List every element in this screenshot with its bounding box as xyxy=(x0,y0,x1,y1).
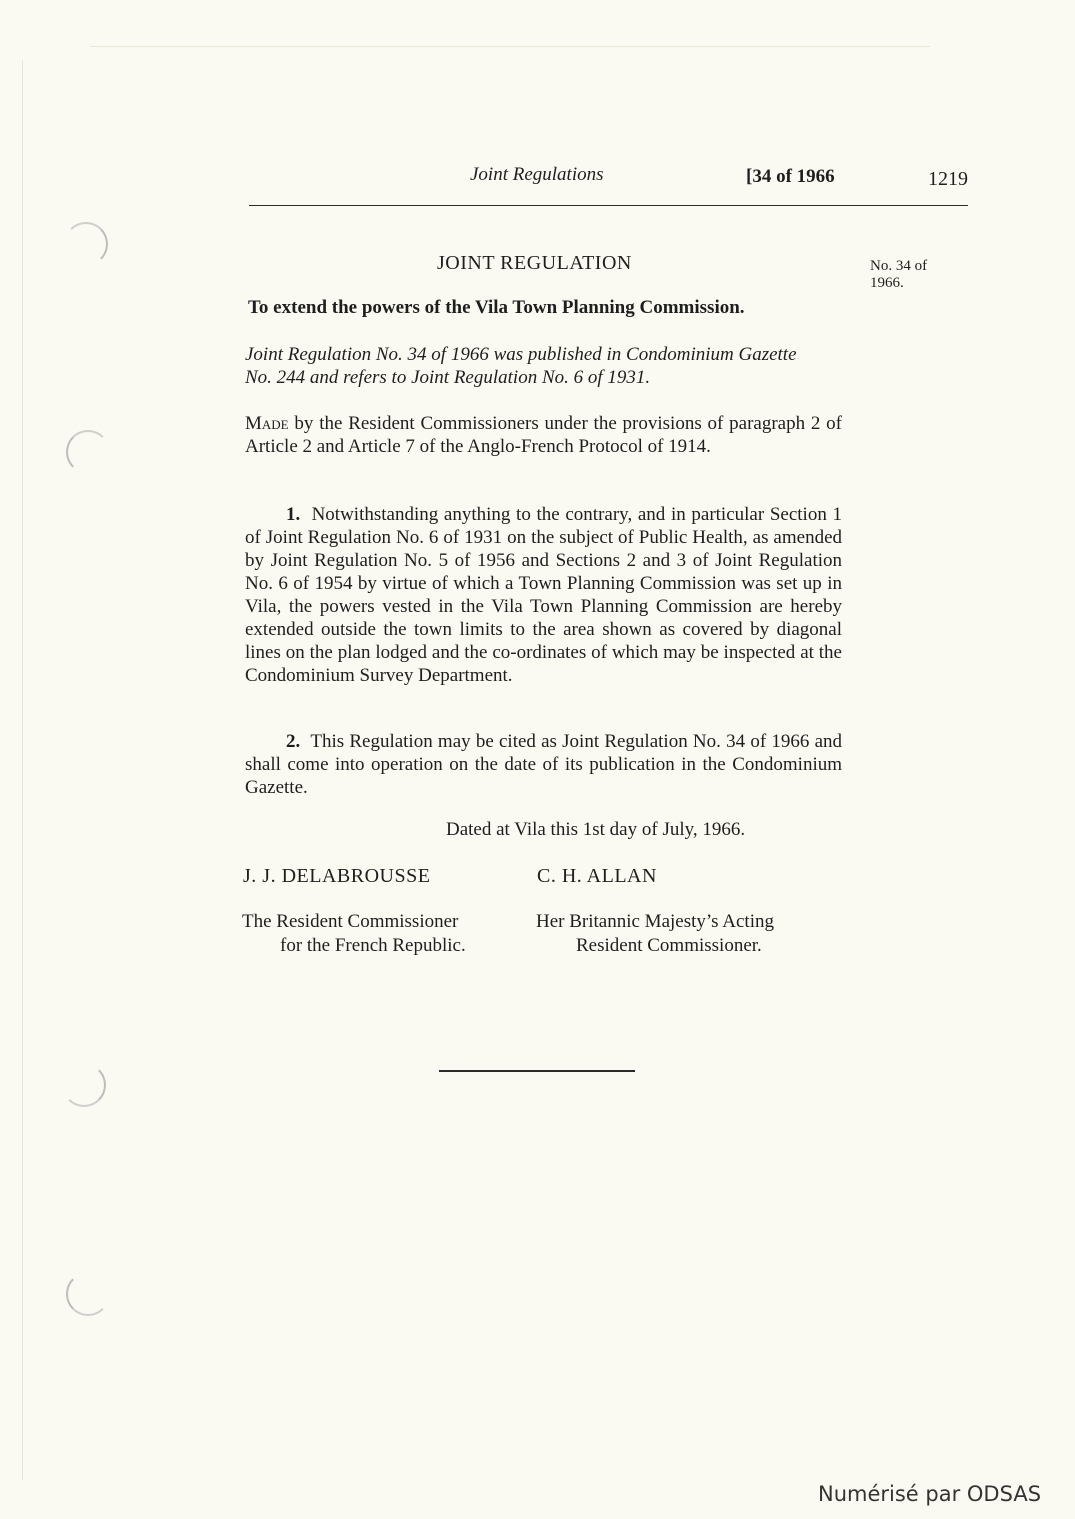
signatory-title-line: for the French Republic. xyxy=(280,935,466,956)
margin-note xyxy=(870,258,927,292)
punch-hole xyxy=(66,1272,110,1316)
section-number: 1. xyxy=(286,504,301,525)
publication-note-line: No. 244 and refers to Joint Regulation No. 6 of 1931. xyxy=(245,367,651,388)
page-edge xyxy=(22,60,23,1480)
section-number: 2. xyxy=(286,731,301,752)
document-subtitle: To extend the powers of the Vila Town Planning Commission. xyxy=(248,297,745,318)
regulation-reference: [34 of 1966 xyxy=(746,166,835,187)
dated-line: Dated at Vila this 1st day of July, 1966. xyxy=(446,819,746,840)
section-text: This Regulation may be cited as Joint Regulation No. 34 of 1966 and shall come into operation on the date of its publication in the Condominium Gazette. xyxy=(245,731,842,798)
page-top-edge xyxy=(90,46,930,47)
enacting-clause xyxy=(245,412,842,458)
punch-hole xyxy=(64,222,108,266)
enacting-lead: Made xyxy=(245,413,289,434)
document-title: JOINT REGULATION xyxy=(437,252,632,274)
signatory-name-french: J. J. DELABROUSSE xyxy=(243,865,431,887)
section-2 xyxy=(245,730,842,799)
publication-note xyxy=(245,343,842,389)
running-title: Joint Regulations xyxy=(470,164,604,185)
section-1 xyxy=(245,503,842,687)
publication-note-line: Joint Regulation No. 34 of 1966 was published in Condominium Gazette xyxy=(245,344,797,365)
signatory-title-british xyxy=(536,910,774,958)
signatory-title-line: Her Britannic Majesty’s Acting xyxy=(536,911,774,932)
header-rule xyxy=(249,205,968,206)
signatory-title-french xyxy=(242,910,466,958)
punch-hole xyxy=(66,430,110,474)
margin-note-line: 1966. xyxy=(870,275,904,291)
section-text: Notwithstanding anything to the contrary, and in particular Section 1 of Joint Regulation No. 6 of 1931 on the subject of Public Health, as amended by Joint Regulation No. 5 of 1956 and Sections 2 and 3 of Joint Regulation No. 6 of 1954 by virtue of which a Town Planning Commission was set up in Vila, the powers vested in the Vila Town Planning Commission are hereby extended outside the town limits to the area shown as covered by diagonal lines on the plan lodged and the co-ordinates of which may be inspected at the Condominium Survey Department. xyxy=(245,504,843,686)
margin-note-line: No. 34 of xyxy=(870,258,928,274)
signatory-name-british: C. H. ALLAN xyxy=(537,865,657,887)
punch-hole xyxy=(62,1063,106,1107)
enacting-text: by the Resident Commissioners under the provisions of paragraph 2 of Article 2 and Article 7 of the Anglo-French Protocol of 1914. xyxy=(245,413,842,457)
scan-credit: Numérisé par ODSAS xyxy=(818,1482,1042,1506)
signatory-title-line: Resident Commissioner. xyxy=(576,935,762,956)
end-rule xyxy=(439,1070,635,1072)
signatory-title-line: The Resident Commissioner xyxy=(242,911,459,932)
page-number: 1219 xyxy=(928,168,968,190)
